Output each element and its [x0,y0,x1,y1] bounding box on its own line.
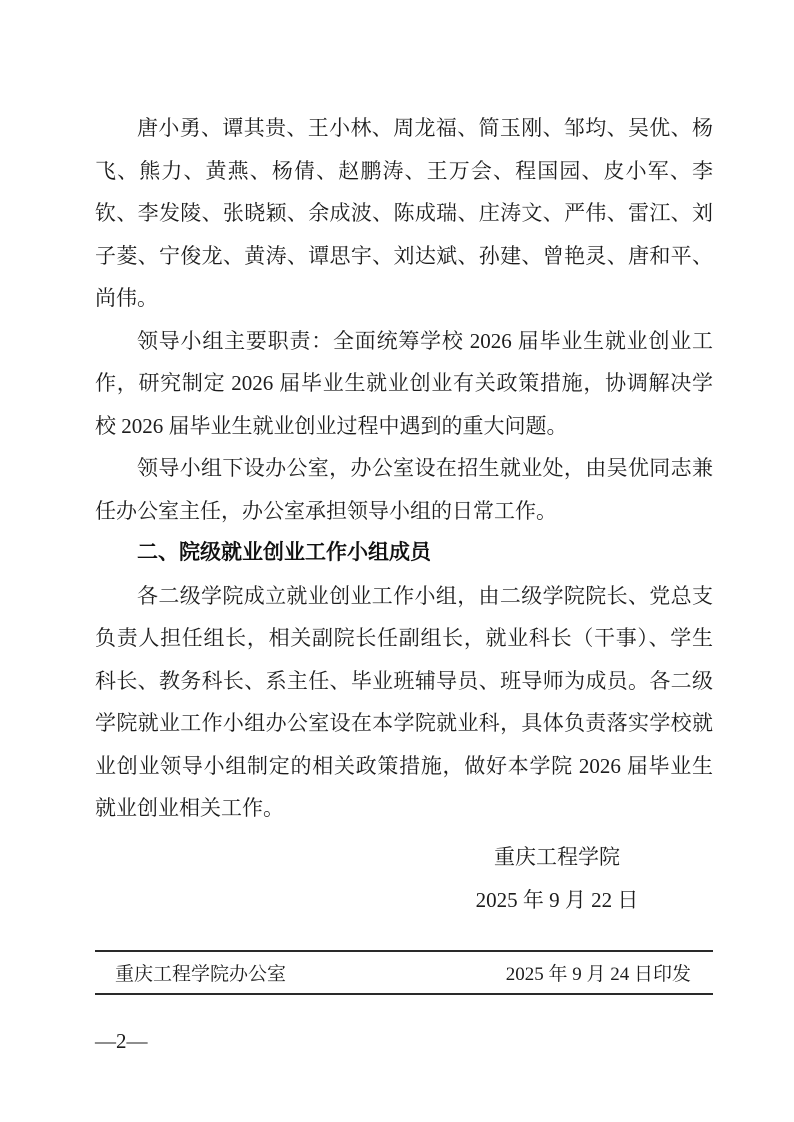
paragraph-leading-group-office: 领导小组下设办公室，办公室设在招生就业处，由吴优同志兼任办公室主任，办公室承担领导小组的日常工作。 [95,456,713,523]
footer-issuing-office: 重庆工程学院办公室 [115,964,287,985]
signature-organization: 重庆工程学院 [494,845,620,869]
paragraph-leading-group-names: 唐小勇、谭其贵、王小林、周龙福、简玉刚、邹均、吴优、杨飞、熊力、黄燕、杨倩、赵鹏涛、王万会、程国园、皮小军、李钦、李发陵、张晓颖、余成波、陈成瑞、庄涛文、严伟、雷江、刘子菱、宁俊龙、黄涛、谭思宇、刘达斌、孙建、曾艳灵、唐和平、尚伟。 [95,116,713,310]
paragraph-leading-group-duties: 领导小组主要职责：全面统筹学校 2026 届毕业生就业创业工作，研究制定 2026 届毕业生就业创业有关政策措施，协调解决学校 2026 届毕业生就业创业过程中遇到的重大问题。 [95,328,713,438]
page-number: —2— [95,1029,148,1053]
section-heading-college-work-group: 二、院级就业创业工作小组成员 [137,541,431,564]
footer-bar [95,950,713,995]
signature-date: 2025 年 9 月 22 日 [475,887,639,912]
document-body [95,107,713,830]
footer-print-date: 2025 年 9 月 24 日印发 [505,964,691,985]
paragraph-college-work-group: 各二级学院成立就业创业工作小组，由二级学院院长、党总支负责人担任组长，相关副院长任副组长，就业科长（干事）、学生科长、教务科长、系主任、毕业班辅导员、班导师为成员。各二级学院就业工作小组办公室设在本学院就业科，具体负责落实学校就业创业领导小组制定的相关政策措施，做好本学院 2026 届毕业生就业创业相关工作。 [95,583,713,820]
signature-block [457,836,657,921]
